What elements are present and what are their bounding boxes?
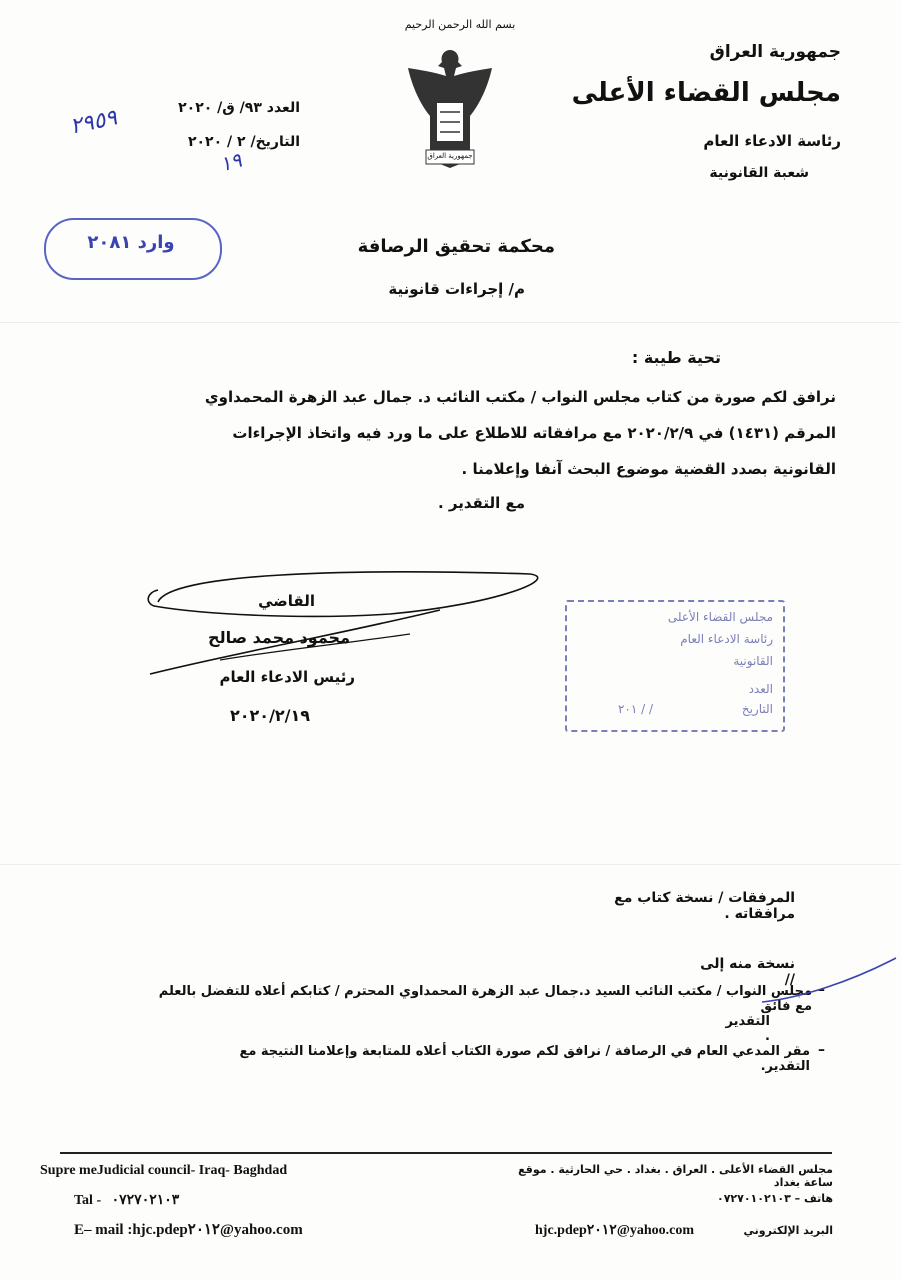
republic-title: جمهورية العراق <box>709 42 841 62</box>
footer-en-phone: Tal - ٠٧٢٧٠٢١٠٣ <box>74 1193 180 1208</box>
seal-line: التاريخ <box>741 702 773 716</box>
council-title: مجلس القضاء الأعلى <box>571 78 841 108</box>
seal-line: مجلس القضاء الأعلى <box>667 610 773 624</box>
copy-item-2: مقر المدعي العام في الرصافة / نرافق لكم صورة الكتاب أعلاه للمتابعة وإعلامنا النتيجة مع التقدير. <box>239 1044 810 1074</box>
document-date: التاريخ/ ٢ / ٢٠٢٠ <box>187 134 300 150</box>
copy-item-1: مجلس النواب / مكتب النائب السيد د.جمال عبد الزهرة المحمداوي المحترم / كتابكم أعلاه للتفضل بالعلم مع فائق <box>158 984 812 1014</box>
body-line-3: القانونية بصدد القضية موضوع البحث آنفا وإعلامنا . <box>461 460 836 478</box>
paper-fold <box>0 864 901 865</box>
footer-en-council: Supre meJudicial council- Iraq- Baghdad <box>40 1163 288 1178</box>
list-dash: – <box>818 1042 825 1058</box>
signatory-name: محمود محمد صالح <box>208 628 350 647</box>
presidency-title: رئاسة الادعاء العام <box>703 132 841 150</box>
footer-ar-address: مجلس القضاء الأعلى . العراق . بغداد . حي الحارثية . موقع ساعة بغداد <box>518 1163 833 1189</box>
emblem-label: جمهورية العراق <box>427 152 473 160</box>
footer-en-email: E– mail :hjc.pdep٢٠١٢@yahoo.com <box>74 1222 303 1238</box>
division-title: شعبة القانونية <box>709 165 809 181</box>
footer-ar-phone: هاتف – ٠٧٢٧٠١٠٢١٠٣ <box>716 1192 833 1205</box>
official-seal-stamp <box>565 600 785 732</box>
copy-item-1-continued: التقدير . <box>725 1014 770 1044</box>
signature-date: ٢٠٢٠/٢/١٩ <box>230 706 311 725</box>
body-line-2: المرقم (١٤٣١) في ٢٠٢٠/٢/٩ مع مرافقاته للاطلاع على ما ورد فيه واتخاذ الإجراءات <box>232 424 836 442</box>
seal-line: ٢٠١ / / <box>617 702 653 716</box>
received-stamp-text: وارد ٢٠٨١ <box>87 232 175 253</box>
signatory-title: القاضي <box>258 592 315 610</box>
copies-heading: نسخة منه إلى // <box>700 956 795 988</box>
footer-ar-email-label: البريد الإلكتروني <box>743 1224 833 1237</box>
footer-ar-email: hjc.pdep٢٠١٢@yahoo.com <box>535 1223 694 1238</box>
basmala: بسم الله الرحمن الرحيم <box>404 18 516 31</box>
document-number: العدد ٩٣/ ق/ ٢٠٢٠ <box>178 100 300 116</box>
handwritten-day: ١٩ <box>217 147 245 177</box>
closing-line: مع التقدير . <box>438 494 525 512</box>
greeting: تحية طيبة : <box>631 348 721 367</box>
body-line-1: نرافق لكم صورة من كتاب مجلس النواب / مكتب النائب د. جمال عبد الزهرة المحمداوي <box>204 388 836 406</box>
attachments-line: المرفقات / نسخة كتاب مع مرافقاته . <box>614 890 795 922</box>
seal-line: رئاسة الادعاء العام <box>680 632 773 646</box>
handwritten-number: ٢٩٥٩ <box>67 105 120 140</box>
list-dash: – <box>818 982 825 998</box>
pen-stroke-icon <box>760 952 900 1012</box>
seal-line: العدد <box>748 682 773 696</box>
seal-line: القانونية <box>733 654 773 668</box>
addressee-court: محكمة تحقيق الرصافة <box>357 236 555 257</box>
signatory-position: رئيس الادعاء العام <box>219 668 355 686</box>
subject-line: م/ إجراءات قانونية <box>388 280 525 298</box>
paper-fold <box>0 322 901 323</box>
footer-rule <box>60 1152 832 1154</box>
eagle-emblem-icon <box>400 42 500 177</box>
received-stamp <box>44 218 222 280</box>
